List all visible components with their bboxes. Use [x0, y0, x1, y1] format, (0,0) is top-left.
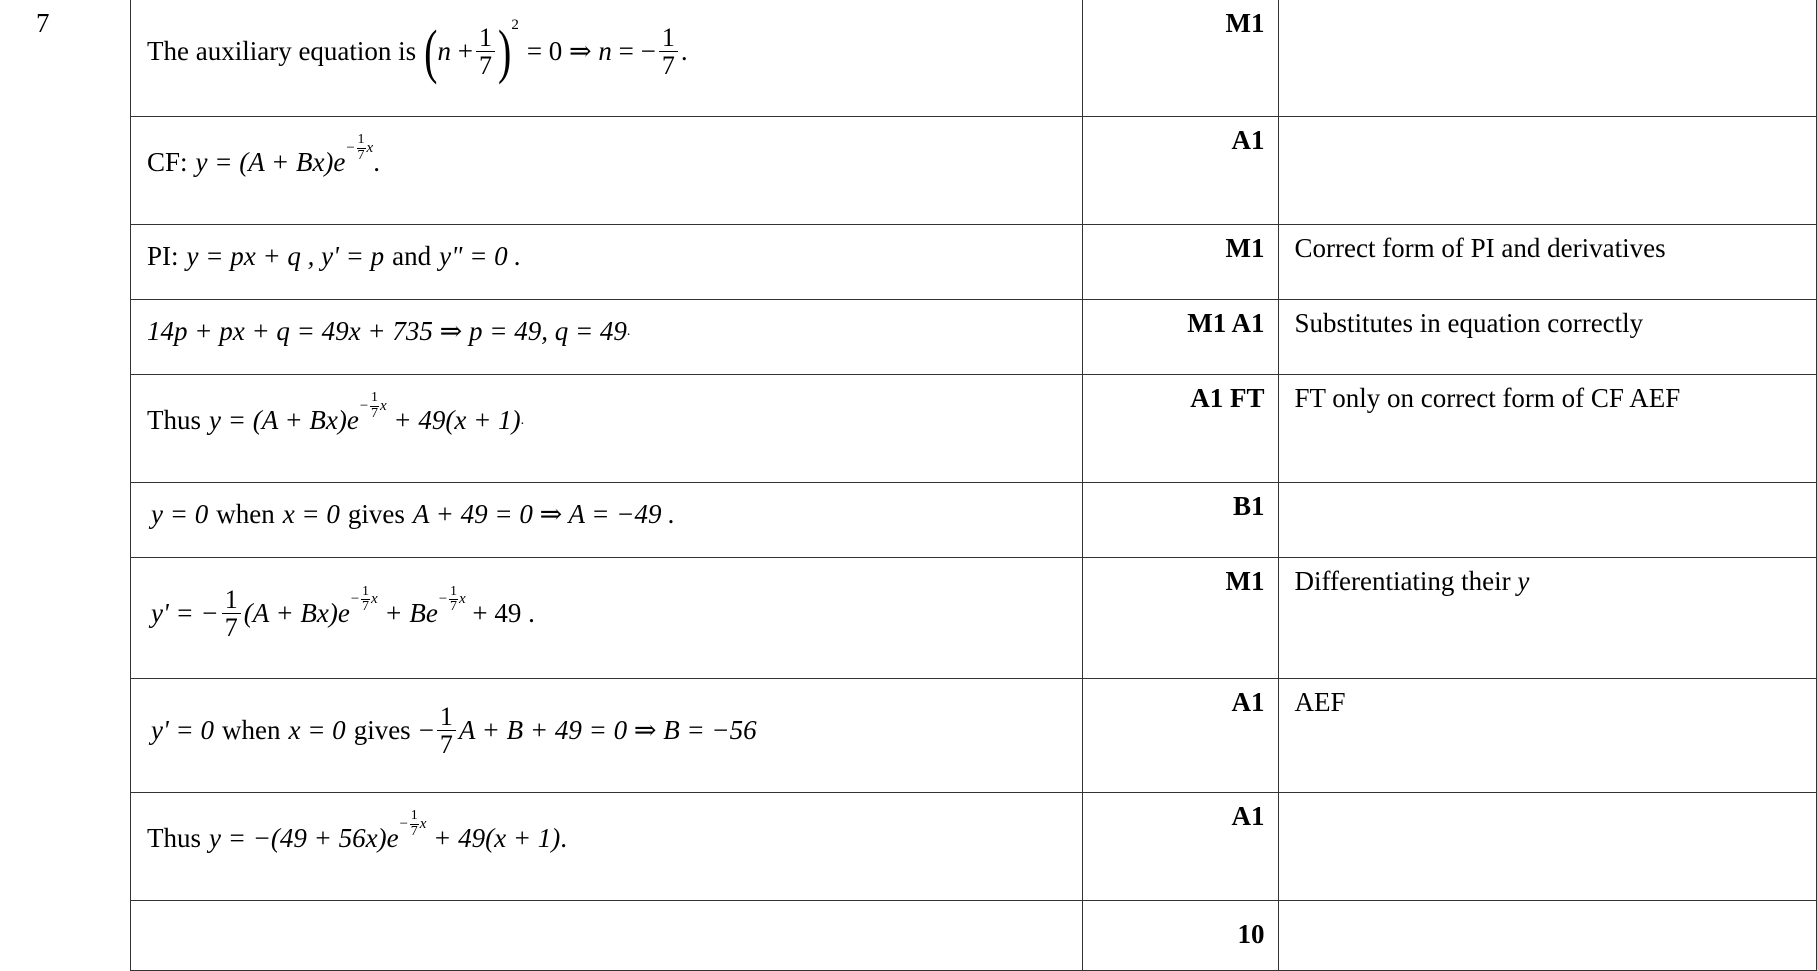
answer-math: PI: y = px + q , y' = p and y" = 0 .: [147, 241, 522, 271]
table-row: [131, 679, 1817, 793]
mark-scheme-table: [130, 0, 1817, 971]
answer-math: Thus y = −(49 + 56x)e − $\frac{1}{7}$ x + 49(x + 1) .: [147, 808, 568, 853]
answer-math: CF: y = (A + Bx)e − $\frac{1}{7}$ x .: [147, 132, 380, 177]
guidance-cell: FT only on correct form of CF AEF: [1279, 375, 1817, 483]
guidance-cell: Differentiating their y: [1279, 558, 1817, 679]
answer-math: Thus y = (A + Bx)e − $\frac{1}{7}$ x + 49(x + 1) .: [147, 390, 525, 435]
answer-cell: [131, 558, 1083, 679]
mark-cell: A1 FT: [1082, 375, 1279, 483]
table-row: [131, 300, 1817, 375]
answer-cell: [131, 117, 1083, 225]
question-number: 7: [36, 8, 50, 38]
answer-cell: [131, 679, 1083, 793]
answer-cell: [131, 483, 1083, 558]
guidance-cell: [1279, 901, 1817, 971]
answer-cell: [131, 300, 1083, 375]
answer-cell: [131, 375, 1083, 483]
table-row: [131, 117, 1817, 225]
table-row-total: [131, 901, 1817, 971]
guidance-cell: [1279, 117, 1817, 225]
mark-cell: A1: [1082, 793, 1279, 901]
table-row: [131, 558, 1817, 679]
table-row: [131, 375, 1817, 483]
mark-cell: M1 A1: [1082, 300, 1279, 375]
mark-cell: M1: [1082, 558, 1279, 679]
guidance-cell: AEF: [1279, 679, 1817, 793]
guidance-cell: [1279, 793, 1817, 901]
mark-cell: M1: [1082, 225, 1279, 300]
guidance-cell: Substitutes in equation correctly: [1279, 300, 1817, 375]
mark-cell: A1: [1082, 117, 1279, 225]
answer-cell: [131, 901, 1083, 971]
guidance-cell: [1279, 0, 1817, 117]
answer-math: The auxiliary equation is ( n + $\frac{1}{7}$ ) 2 = 0 ⇒ n = − $\frac{1}{7}$ .: [147, 17, 688, 85]
table-row: [131, 483, 1817, 558]
mark-cell: B1: [1082, 483, 1279, 558]
answer-cell: [131, 225, 1083, 300]
guidance-cell: [1279, 483, 1817, 558]
answer-math: y = 0 when x = 0 gives A + 49 = 0 ⇒ A = −49 .: [151, 499, 675, 529]
answer-math: 14p + px + q = 49x + 735 ⇒ p = 49, q = 49 .: [147, 316, 631, 346]
table-row: [131, 225, 1817, 300]
answer-math: y' = 0 when x = 0 gives − $\frac{1}{7}$ A + B + 49 = 0 ⇒ B = −56: [151, 702, 757, 760]
answer-math: y' = − $\frac{1}{7}$ (A + Bx)e − $\frac{1}{7}$ x + Be − $\frac{1}{7}$ x + 49 .: [151, 583, 535, 643]
total-mark-cell: 10: [1082, 901, 1279, 971]
mark-cell: A1: [1082, 679, 1279, 793]
table-row: [131, 0, 1817, 117]
table-row: [131, 793, 1817, 901]
mark-cell: M1: [1082, 0, 1279, 117]
guidance-cell: Correct form of PI and derivatives: [1279, 225, 1817, 300]
answer-cell: [131, 793, 1083, 901]
answer-cell: [131, 0, 1083, 117]
